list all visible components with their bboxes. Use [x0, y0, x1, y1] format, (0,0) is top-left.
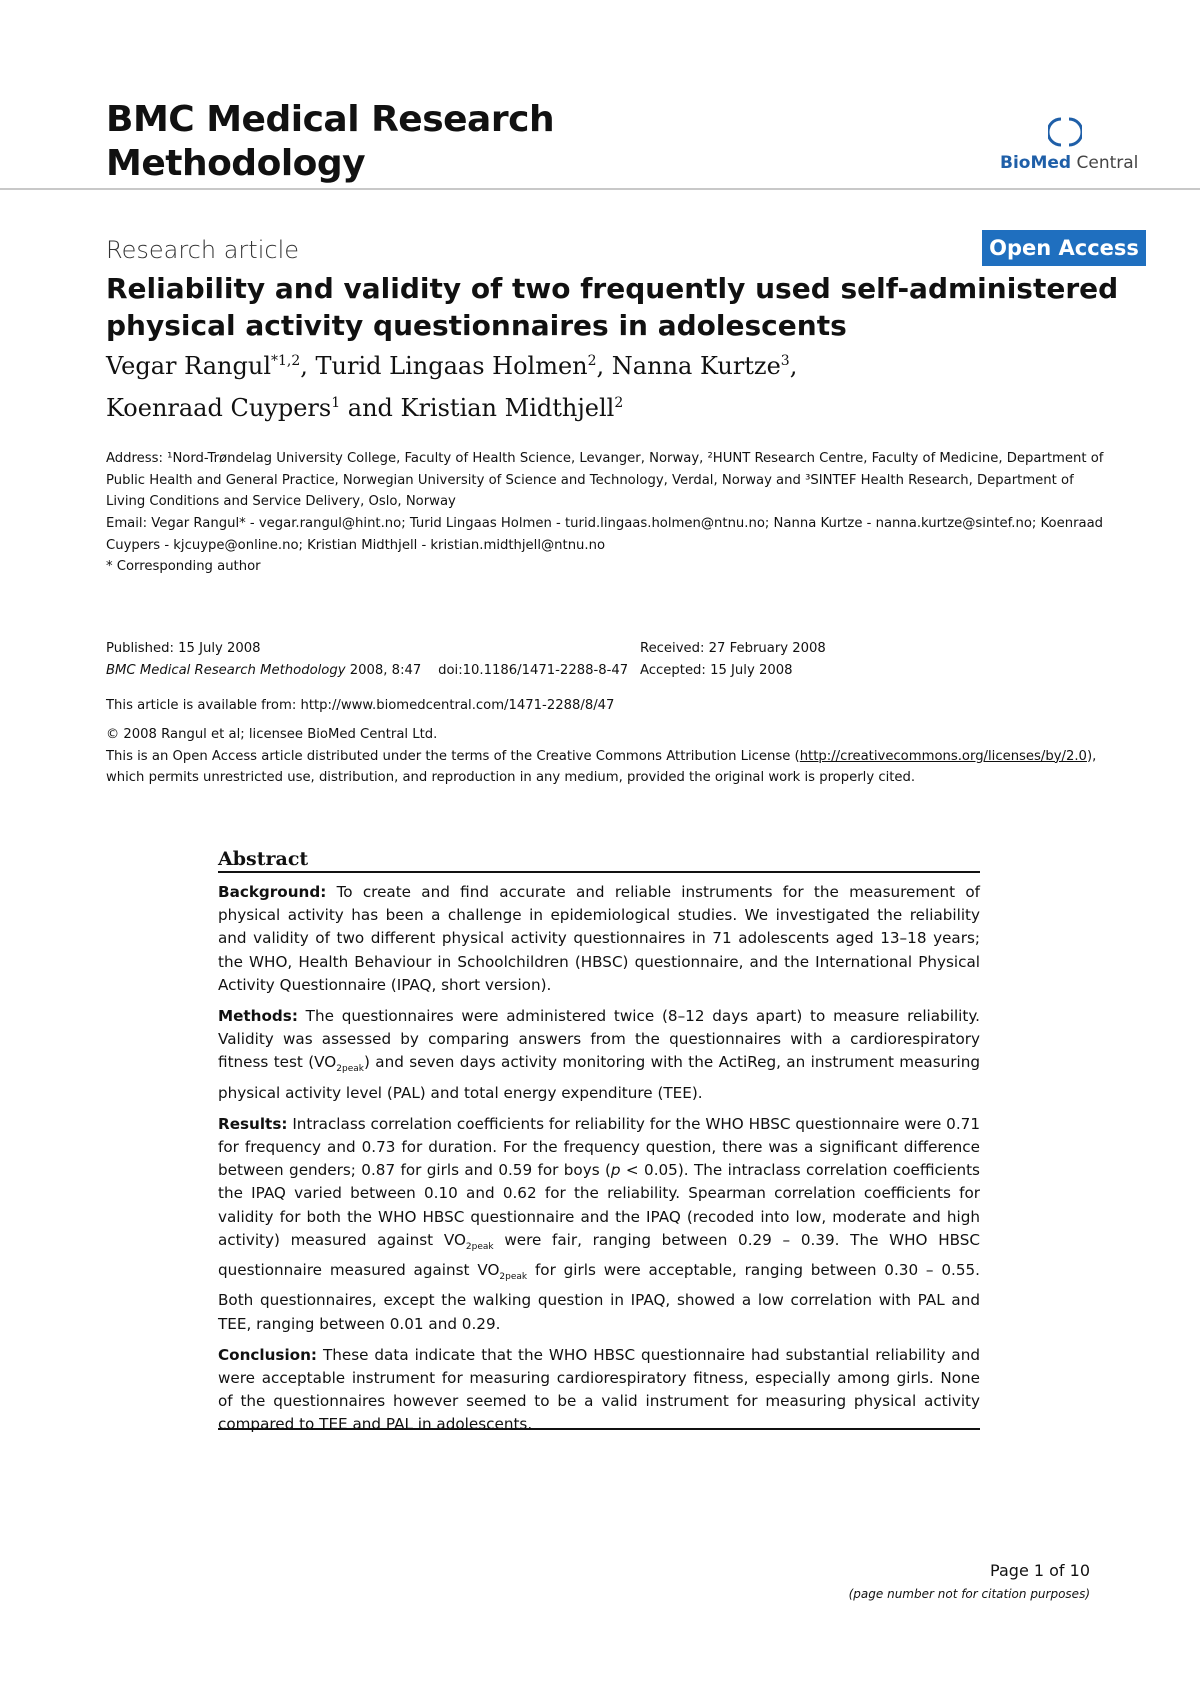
- results-text-c: were fair, ranging between 0.29 – 0.39. The WHO HBSC questionnaire measured against VO: [218, 1230, 981, 1280]
- abstract-bottom-divider: [218, 1428, 980, 1430]
- corresponding-author-note: * Corresponding author: [106, 559, 261, 574]
- received-date: Received: 27 February 2008: [640, 641, 826, 656]
- conclusion-text: These data indicate that the WHO HBSC questionnaire had substantial reliability and were acceptable instrument for measuring cardiorespiratory fitness, especially among girls. None of the questionnaires however seemed to be a valid instrument for measuring physical activity compared to TEE and PAL in adolescents.: [218, 1345, 980, 1434]
- author-separator: ,: [300, 352, 316, 380]
- abstract: [218, 847, 980, 1437]
- author-address: Address: ¹Nord-Trøndelag University College, Faculty of Health Science, Levanger, Norway, ²HUNT Research Centre, Faculty of Medicine, Department of Public Health and General Practice, Norwegian University of Science and Technology, Verdal, Norway and ³SINTEF Health Research, Department of Living Conditions and Service Delivery, Oslo, Norway: [106, 451, 1104, 509]
- publisher-name-bio: BioMed: [1000, 153, 1072, 173]
- results-label: Results:: [218, 1114, 288, 1133]
- published-date: Published: 15 July 2008: [106, 641, 261, 656]
- publication-info: [106, 638, 666, 681]
- doi[interactable]: doi:10.1186/1471-2288-8-47: [438, 662, 629, 678]
- license-text-post: ), which permits unrestricted use, distribution, and reproduction in any medium, provided the original work is properly cited.: [106, 748, 1097, 785]
- author-affiliation: 2: [614, 395, 624, 411]
- page-number-note: (page number not for citation purposes): [848, 1587, 1090, 1601]
- citation: [106, 660, 666, 682]
- author-name[interactable]: Vegar Rangul: [106, 352, 271, 380]
- author-list: [106, 343, 1146, 427]
- journal-title-line1: BMC Medical Research: [106, 99, 555, 140]
- abstract-methods: [218, 1005, 980, 1105]
- author-name[interactable]: Turid Lingaas Holmen: [315, 352, 588, 380]
- journal-title: [106, 98, 806, 186]
- author-affiliation: *1,2: [271, 353, 301, 369]
- biomed-central-ring-icon: [1048, 115, 1082, 149]
- results-text-b: < 0.05). The intraclass correlation coefficients the IPAQ varied between 0.10 and 0.62 for the reliability. Spearman correlation coefficients for validity for both the WHO HBSC questionnaire and the IPAQ (recoded into low, moderate and high activity) measured against VO: [218, 1161, 980, 1249]
- article-url[interactable]: This article is available from: http://www.biomedcentral.com/1471-2288/8/47: [106, 698, 615, 713]
- author-name[interactable]: Kristian Midthjell: [400, 394, 615, 422]
- citation-volume: 2008, 8:47: [345, 662, 422, 678]
- article-type: Research article: [106, 236, 299, 264]
- license-text-pre: This is an Open Access article distributed under the terms of the Creative Commons Attribution License (: [106, 748, 800, 764]
- results-subscript-2: 2peak: [499, 1272, 528, 1283]
- author-affiliation: 1: [331, 395, 341, 411]
- page-number: Page 1 of 10: [990, 1561, 1090, 1580]
- open-access-badge: Open Access: [982, 230, 1146, 266]
- license-text: [106, 746, 1116, 789]
- citation-journal: BMC Medical Research Methodology: [106, 662, 346, 678]
- article-title: Reliability and validity of two frequently used self-administered physical activity questionnaires in adolescents: [106, 272, 1119, 342]
- results-subscript-1: 2peak: [465, 1241, 494, 1252]
- methods-subscript: 2peak: [336, 1064, 364, 1075]
- abstract-heading: Abstract: [218, 847, 980, 873]
- journal-title-line2: Methodology: [106, 143, 366, 184]
- methods-text-a: The questionnaires were administered twice (8–12 days apart) to measure reliability. Validity was assessed by comparing answers from the questionnaires with a cardiorespiratory fitness test (VO: [218, 1007, 980, 1072]
- submission-dates: [640, 638, 1040, 681]
- header-divider: [0, 188, 1200, 190]
- methods-label: Methods:: [218, 1007, 298, 1026]
- results-text-a: Intraclass correlation coefficients for reliability for the WHO HBSC questionnaire were 0.71 for frequency and 0.73 for duration. For the frequency question, there was a significant difference between genders; 0.87 for girls and 0.59 for boys (: [218, 1114, 980, 1180]
- license-link[interactable]: http://creativecommons.org/licenses/by/2.0: [799, 748, 1087, 764]
- publisher-name-central: Central: [1076, 153, 1139, 173]
- conclusion-label: Conclusion:: [218, 1345, 317, 1364]
- author-affiliation: 2: [587, 353, 597, 369]
- author-name[interactable]: Koenraad Cuypers: [106, 394, 332, 422]
- author-separator: and: [340, 394, 401, 422]
- abstract-conclusion: [218, 1344, 980, 1437]
- results-text-d: for girls were acceptable, ranging between 0.30 – 0.55. Both questionnaires, except the walking question in IPAQ, showed a low correlation with PAL and TEE, ranging between 0.01 and 0.29.: [218, 1261, 980, 1333]
- copyright: © 2008 Rangul et al; licensee BioMed Central Ltd.: [106, 727, 438, 742]
- publisher-logo[interactable]: [1000, 115, 1140, 175]
- author-name[interactable]: Nanna Kurtze: [611, 352, 781, 380]
- background-label: Background:: [218, 883, 327, 901]
- methods-text-b: ) and seven days activity monitoring with the ActiReg, an instrument measuring physical activity level (PAL) and total energy expenditure (TEE).: [218, 1053, 980, 1102]
- author-separator: ,: [596, 352, 612, 380]
- author-affiliation: 3: [780, 353, 790, 369]
- accepted-date: Accepted: 15 July 2008: [640, 662, 793, 678]
- abstract-results: [218, 1113, 980, 1336]
- results-p: p: [610, 1161, 621, 1180]
- background-text: To create and find accurate and reliable instruments for the measurement of physical activity has been a challenge in epidemiological studies. We investigated the reliability and validity of two different physical activity questionnaires in 71 adolescents aged 13–18 years; the WHO, Health Behaviour in Schoolchildren (HBSC) questionnaire, and the International Physical Activity Questionnaire (IPAQ, short version).: [218, 883, 980, 994]
- abstract-background: [218, 881, 980, 997]
- publisher-name: [1000, 153, 1138, 173]
- author-emails[interactable]: Email: Vegar Rangul* - vegar.rangul@hint.no; Turid Lingaas Holmen - turid.lingaas.holmen@ntnu.no; Nanna Kurtze - nanna.kurtze@sintef.no; Koenraad Cuypers - kjcuype@online.no; Kristian Midthjell - kristian.midthjell@ntnu.no: [106, 516, 1104, 553]
- author-separator: ,: [789, 352, 798, 380]
- license-block: [106, 724, 1116, 789]
